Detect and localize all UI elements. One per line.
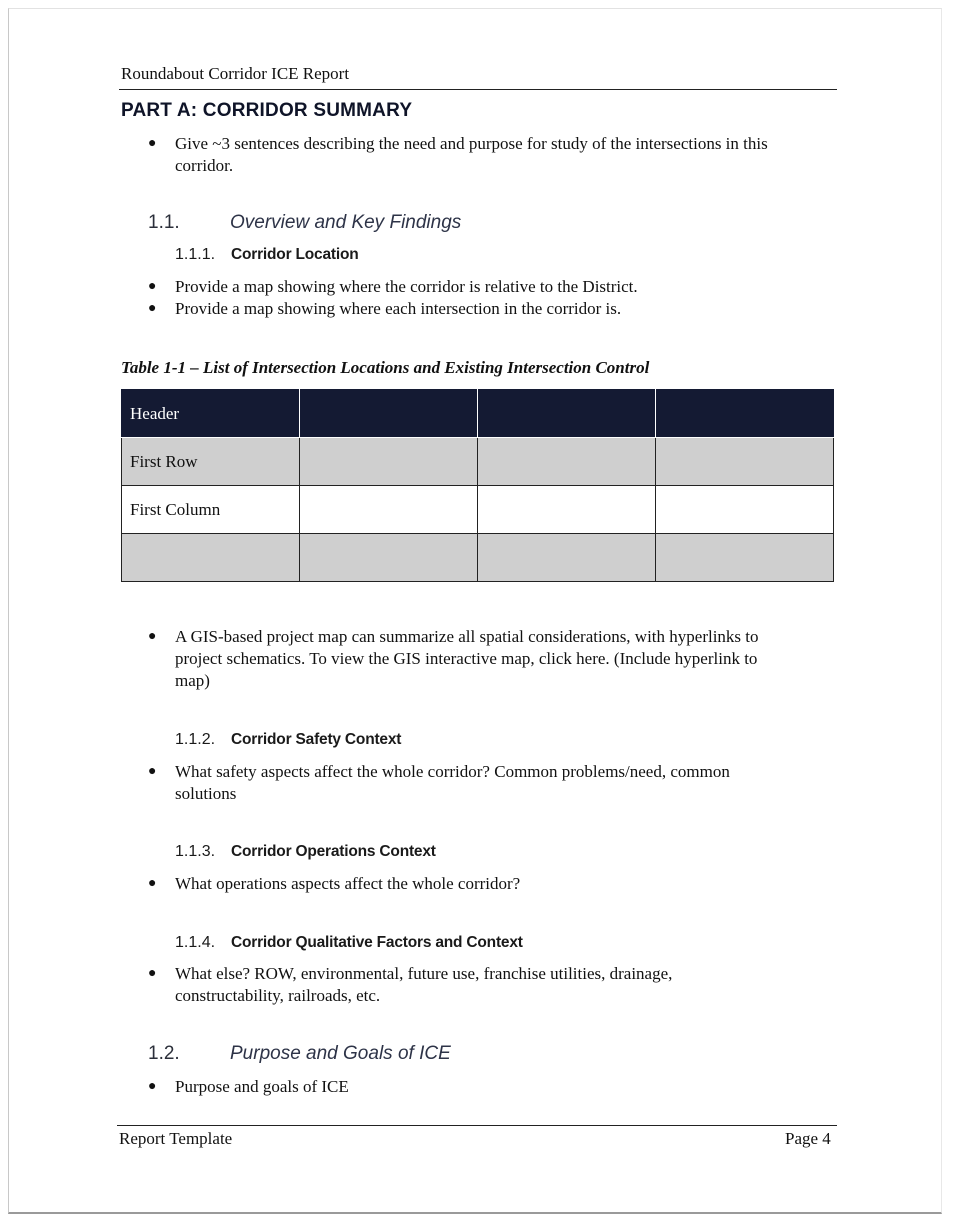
safety-bullet-line-2: solutions — [175, 784, 237, 803]
table-cell — [656, 486, 834, 534]
table-row — [122, 534, 834, 582]
purpose-bullet-text: Purpose and goals of ICE — [175, 1077, 349, 1096]
section-1-1-1-number: 1.1.1. — [175, 246, 216, 263]
table-cell — [300, 486, 478, 534]
section-1-1-1-title: Corridor Location — [231, 246, 359, 263]
section-1-2-title: Purpose and Goals of ICE — [230, 1043, 451, 1064]
intro-bullet-line-1: Give ~3 sentences describing the need and purpose for study of the intersections in this — [175, 134, 768, 153]
page-number: Page 4 — [785, 1129, 831, 1148]
section-1-1-2-number: 1.1.2. — [175, 731, 216, 748]
table-cell — [478, 390, 656, 438]
section-1-1-4-heading — [175, 934, 675, 956]
bullet-icon: ● — [148, 301, 157, 316]
bullet-icon: ● — [148, 629, 157, 644]
part-title: PART A: CORRIDOR SUMMARY — [121, 100, 413, 121]
bullet-icon: ● — [148, 876, 157, 891]
section-1-1-3-number: 1.1.3. — [175, 843, 216, 860]
operations-bullet-text: What operations aspects affect the whole corridor? — [175, 874, 521, 893]
section-1-1-2-heading — [175, 731, 575, 753]
section-1-1-4-title: Corridor Qualitative Factors and Context — [231, 934, 523, 951]
section-1-1-1-heading — [175, 246, 575, 268]
intersection-table — [121, 389, 834, 582]
safety-bullet-line-1: What safety aspects affect the whole corridor? Common problems/need, common — [175, 762, 730, 781]
gis-bullet-line-1: A GIS-based project map can summarize all spatial considerations, with hyperlinks to — [175, 627, 759, 646]
section-1-1-number: 1.1. — [148, 212, 180, 233]
table-cell — [300, 438, 478, 486]
intro-bullet-line-2: corridor. — [175, 156, 234, 175]
table-cell — [300, 534, 478, 582]
table-cell — [478, 486, 656, 534]
section-1-1-title: Overview and Key Findings — [230, 212, 462, 233]
section-1-2-heading — [148, 1043, 548, 1069]
location-bullet-1-text: Provide a map showing where the corridor is relative to the District. — [175, 277, 638, 296]
section-1-1-3-heading — [175, 843, 575, 865]
table-header-row — [122, 390, 834, 438]
gis-bullet-line-2: project schematics. To view the GIS interactive map, click here. (Include hyperlink to — [175, 649, 758, 668]
table-cell — [300, 390, 478, 438]
bullet-icon: ● — [148, 1079, 157, 1094]
table-cell — [478, 438, 656, 486]
section-1-2-number: 1.2. — [148, 1043, 180, 1064]
gis-bullet-line-3: map) — [175, 671, 210, 690]
table-cell: First Row — [122, 438, 300, 486]
section-1-1-heading — [148, 212, 548, 238]
table-cell — [656, 534, 834, 582]
bullet-icon: ● — [148, 279, 157, 294]
section-1-1-4-number: 1.1.4. — [175, 934, 216, 951]
running-header: Roundabout Corridor ICE Report — [121, 64, 350, 83]
bullet-icon: ● — [148, 966, 157, 981]
table-cell — [122, 534, 300, 582]
footer-divider — [117, 1125, 837, 1126]
table-caption: Table 1-1 – List of Intersection Locations and Existing Intersection Control — [121, 358, 650, 377]
table-cell — [656, 390, 834, 438]
table-cell — [478, 534, 656, 582]
header-divider — [119, 89, 837, 90]
bullet-icon: ● — [148, 136, 157, 151]
location-bullet-2-text: Provide a map showing where each intersection in the corridor is. — [175, 299, 622, 318]
page-frame — [8, 8, 942, 1214]
table-row — [122, 486, 834, 534]
bullet-icon: ● — [148, 764, 157, 779]
table-cell — [656, 438, 834, 486]
section-1-1-3-title: Corridor Operations Context — [231, 843, 436, 860]
section-1-1-2-title: Corridor Safety Context — [231, 731, 402, 748]
qualitative-bullet-line-2: constructability, railroads, etc. — [175, 986, 381, 1005]
footer-left: Report Template — [119, 1129, 233, 1148]
qualitative-bullet-line-1: What else? ROW, environmental, future use, franchise utilities, drainage, — [175, 964, 673, 983]
table-row — [122, 438, 834, 486]
table-cell: Header — [122, 390, 300, 438]
table-cell: First Column — [122, 486, 300, 534]
